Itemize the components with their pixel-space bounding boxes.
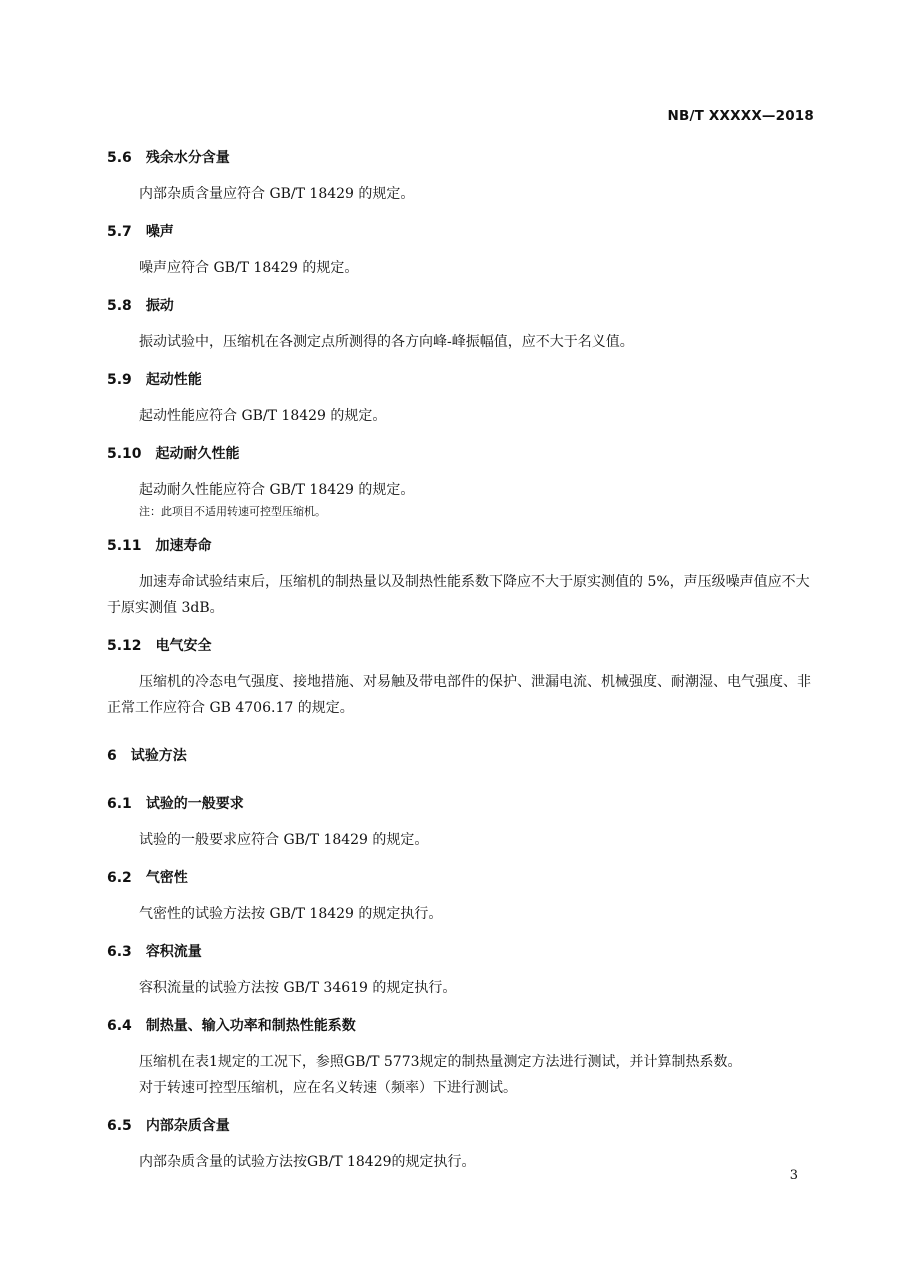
section-title: 振动	[145, 298, 174, 314]
section-paragraph-5-6: 内部杂质含量应符合 GB/T 18429 的规定。	[139, 186, 415, 202]
section-paragraph-6-3: 容积流量的试验方法按 GB/T 34619 的规定执行。	[139, 980, 457, 996]
chapter-heading-6	[107, 743, 817, 769]
section-paragraph-5-7: 噪声应符合 GB/T 18429 的规定。	[139, 260, 359, 276]
section-heading-6-5	[107, 1113, 817, 1139]
section-title: 制热量、输入功率和制热性能系数	[145, 1018, 356, 1034]
section-number: 5.10	[107, 446, 142, 462]
section-title: 电气安全	[155, 638, 212, 654]
section-title: 内部杂质含量	[145, 1118, 230, 1134]
section-title: 试验的一般要求	[145, 796, 244, 812]
section-title: 噪声	[145, 224, 174, 240]
section-title: 容积流量	[145, 944, 202, 960]
section-note-5-10: 注：此项目不适用转速可控型压缩机。	[139, 505, 326, 518]
section-number: 6.3	[107, 944, 132, 960]
section-paragraph-6-4-a: 压缩机在表1规定的工况下，参照GB/T 5773规定的制热量测定方法进行测试，并计算制热系数。	[139, 1054, 742, 1070]
section-heading-5-10	[107, 441, 817, 467]
section-heading-6-2	[107, 865, 817, 891]
document-code: NB/T XXXXX—2018	[667, 108, 814, 124]
section-paragraph-5-11: 加速寿命试验结束后，压缩机的制热量以及制热性能系数下降应不大于原实测值的 5%，声压级噪声值应不大于原实测值 3dB。	[107, 574, 810, 616]
section-title: 加速寿命	[155, 538, 212, 554]
section-number: 5.12	[107, 638, 142, 654]
section-title: 气密性	[145, 870, 188, 886]
section-paragraph-5-9: 起动性能应符合 GB/T 18429 的规定。	[139, 408, 387, 424]
chapter-number: 6	[107, 748, 117, 764]
section-number: 6.2	[107, 870, 132, 886]
section-number: 5.9	[107, 372, 132, 388]
section-heading-5-7	[107, 219, 817, 245]
section-paragraph-5-10: 起动耐久性能应符合 GB/T 18429 的规定。	[139, 482, 415, 498]
section-paragraph-6-1: 试验的一般要求应符合 GB/T 18429 的规定。	[139, 832, 429, 848]
page-number: 3	[789, 1168, 798, 1183]
section-heading-5-12	[107, 633, 817, 659]
section-title: 残余水分含量	[145, 150, 230, 166]
section-heading-5-8	[107, 293, 817, 319]
section-title: 起动耐久性能	[155, 446, 240, 462]
section-paragraph-6-2: 气密性的试验方法按 GB/T 18429 的规定执行。	[139, 906, 443, 922]
section-paragraph-5-8: 振动试验中，压缩机在各测定点所测得的各方向峰-峰振幅值，应不大于名义值。	[139, 334, 634, 350]
section-heading-5-9	[107, 367, 817, 393]
section-paragraph-5-12: 压缩机的冷态电气强度、接地措施、对易触及带电部件的保护、泄漏电流、机械强度、耐潮湿、电气强度、非正常工作应符合 GB 4706.17 的规定。	[107, 674, 811, 716]
section-heading-5-11	[107, 533, 817, 559]
section-number: 6.1	[107, 796, 132, 812]
section-number: 5.7	[107, 224, 132, 240]
chapter-title: 试验方法	[130, 748, 187, 764]
section-paragraph-6-4-b: 对于转速可控型压缩机，应在名义转速（频率）下进行测试。	[139, 1080, 517, 1096]
section-heading-6-1	[107, 791, 817, 817]
section-number: 6.5	[107, 1118, 132, 1134]
section-paragraph-6-5: 内部杂质含量的试验方法按GB/T 18429的规定执行。	[139, 1154, 476, 1170]
section-heading-6-3	[107, 939, 817, 965]
section-number: 5.8	[107, 298, 132, 314]
section-heading-5-6	[107, 145, 817, 171]
section-number: 6.4	[107, 1018, 132, 1034]
section-heading-6-4	[107, 1013, 817, 1039]
section-title: 起动性能	[145, 372, 202, 388]
section-number: 5.11	[107, 538, 142, 554]
section-number: 5.6	[107, 150, 132, 166]
document-body	[107, 145, 817, 1175]
